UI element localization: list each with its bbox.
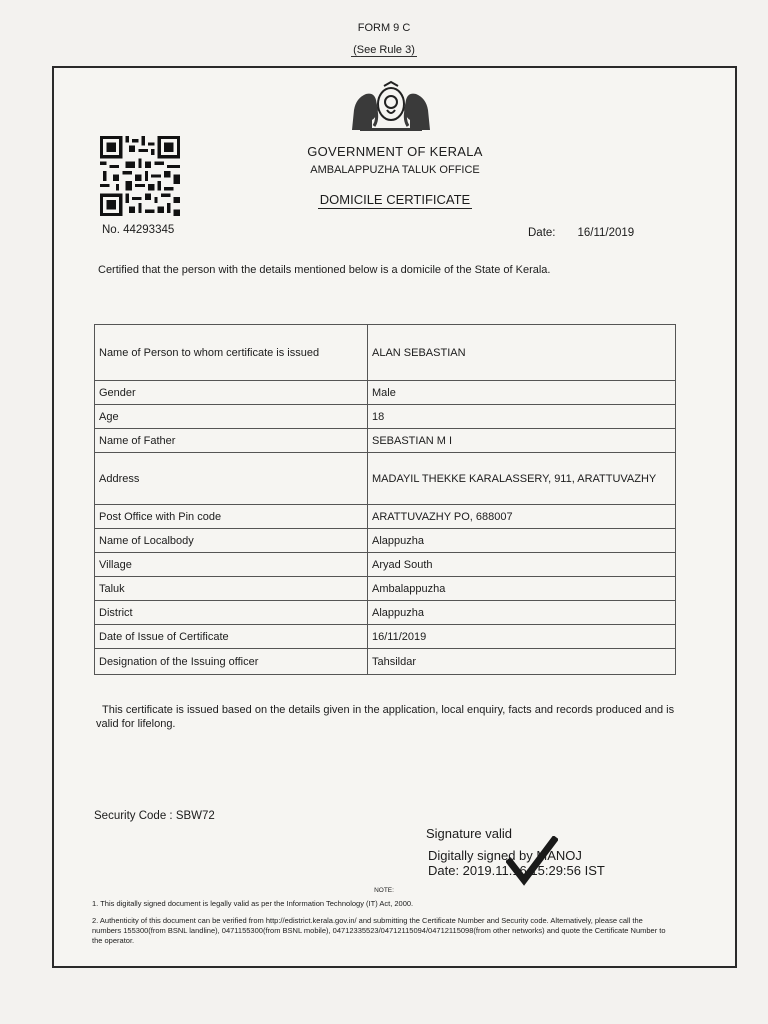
form-number: FORM 9 C xyxy=(357,22,411,34)
detail-value: SEBASTIAN M I xyxy=(368,429,676,453)
detail-label: Gender xyxy=(95,381,368,405)
table-row xyxy=(95,625,676,649)
note-2: 2. Authenticity of this document can be verified from http://edistrict.kerala.gov.in/ and submitting the Certificate Number and Security code. Alternatively, please call the numbers 155300(from BSNL landline), 0471155300(from BSNL mobile), 04712335523/04712115094/04712115098(from other networks) and quote the Certificate Number to the operator. xyxy=(92,916,666,945)
kerala-state-emblem-icon xyxy=(346,80,436,132)
form-rule xyxy=(0,44,768,56)
detail-label: Taluk xyxy=(95,577,368,601)
detail-value: ARATTUVAZHY PO, 688007 xyxy=(368,505,676,529)
qr-code-icon xyxy=(100,136,180,216)
detail-label: Village xyxy=(95,553,368,577)
detail-value: Male xyxy=(368,381,676,405)
details-table xyxy=(94,324,676,675)
table-row xyxy=(95,505,676,529)
table-row xyxy=(95,529,676,553)
certificate-title-text: DOMICILE CERTIFICATE xyxy=(319,192,471,207)
signature-date: Date: 2019.11.16 15:29:56 IST xyxy=(428,863,605,878)
detail-label: Name of Person to whom certificate is issued xyxy=(95,325,368,381)
table-row xyxy=(95,429,676,453)
detail-value: Tahsildar xyxy=(368,649,676,675)
validity-statement: This certificate is issued based on the details given in the application, local enquiry, facts and records produced and is valid for lifelong. xyxy=(96,704,675,730)
intro-statement: Certified that the person with the details mentioned below is a domicile of the State of Kerala. xyxy=(98,264,551,276)
detail-label: Name of Localbody xyxy=(95,529,368,553)
detail-label: Name of Father xyxy=(95,429,368,453)
detail-label: District xyxy=(95,601,368,625)
detail-value: 18 xyxy=(368,405,676,429)
table-row xyxy=(95,553,676,577)
certificate-title xyxy=(240,192,550,207)
detail-value: Alappuzha xyxy=(368,529,676,553)
signed-by: Digitally signed by MANOJ xyxy=(428,848,582,863)
detail-label: Age xyxy=(95,405,368,429)
date-value: 16/11/2019 xyxy=(577,227,635,239)
detail-value: ALAN SEBASTIAN xyxy=(368,325,676,381)
office-heading: AMBALAPPUZHA TALUK OFFICE xyxy=(310,164,480,176)
signature-valid: Signature valid xyxy=(426,826,512,841)
form-rule-text: (See Rule 3) xyxy=(353,44,415,56)
certificate-date xyxy=(528,227,634,239)
table-row xyxy=(95,405,676,429)
detail-value: Aryad South xyxy=(368,553,676,577)
security-code: Security Code : SBW72 xyxy=(94,810,215,822)
detail-label: Address xyxy=(95,453,368,505)
table-row xyxy=(95,381,676,405)
detail-label: Date of Issue of Certificate xyxy=(95,625,368,649)
detail-value: Ambalappuzha xyxy=(368,577,676,601)
checkmark-icon xyxy=(506,836,558,886)
note-heading: NOTE: xyxy=(374,887,394,894)
detail-label: Designation of the Issuing officer xyxy=(95,649,368,675)
table-row xyxy=(95,325,676,381)
detail-value: MADAYIL THEKKE KARALASSERY, 911, ARATTUVAZHY xyxy=(368,453,676,505)
detail-label: Post Office with Pin code xyxy=(95,505,368,529)
table-row xyxy=(95,649,676,675)
detail-value: Alappuzha xyxy=(368,601,676,625)
government-heading: GOVERNMENT OF KERALA xyxy=(307,144,483,159)
certificate-number: No. 44293345 xyxy=(102,224,175,236)
note-1: 1. This digitally signed document is legally valid as per the Information Technology (IT) Act, 2000. xyxy=(92,899,414,908)
table-row xyxy=(95,601,676,625)
table-row xyxy=(95,577,676,601)
table-row xyxy=(95,453,676,505)
detail-value: 16/11/2019 xyxy=(368,625,676,649)
date-label: Date: xyxy=(528,227,556,239)
